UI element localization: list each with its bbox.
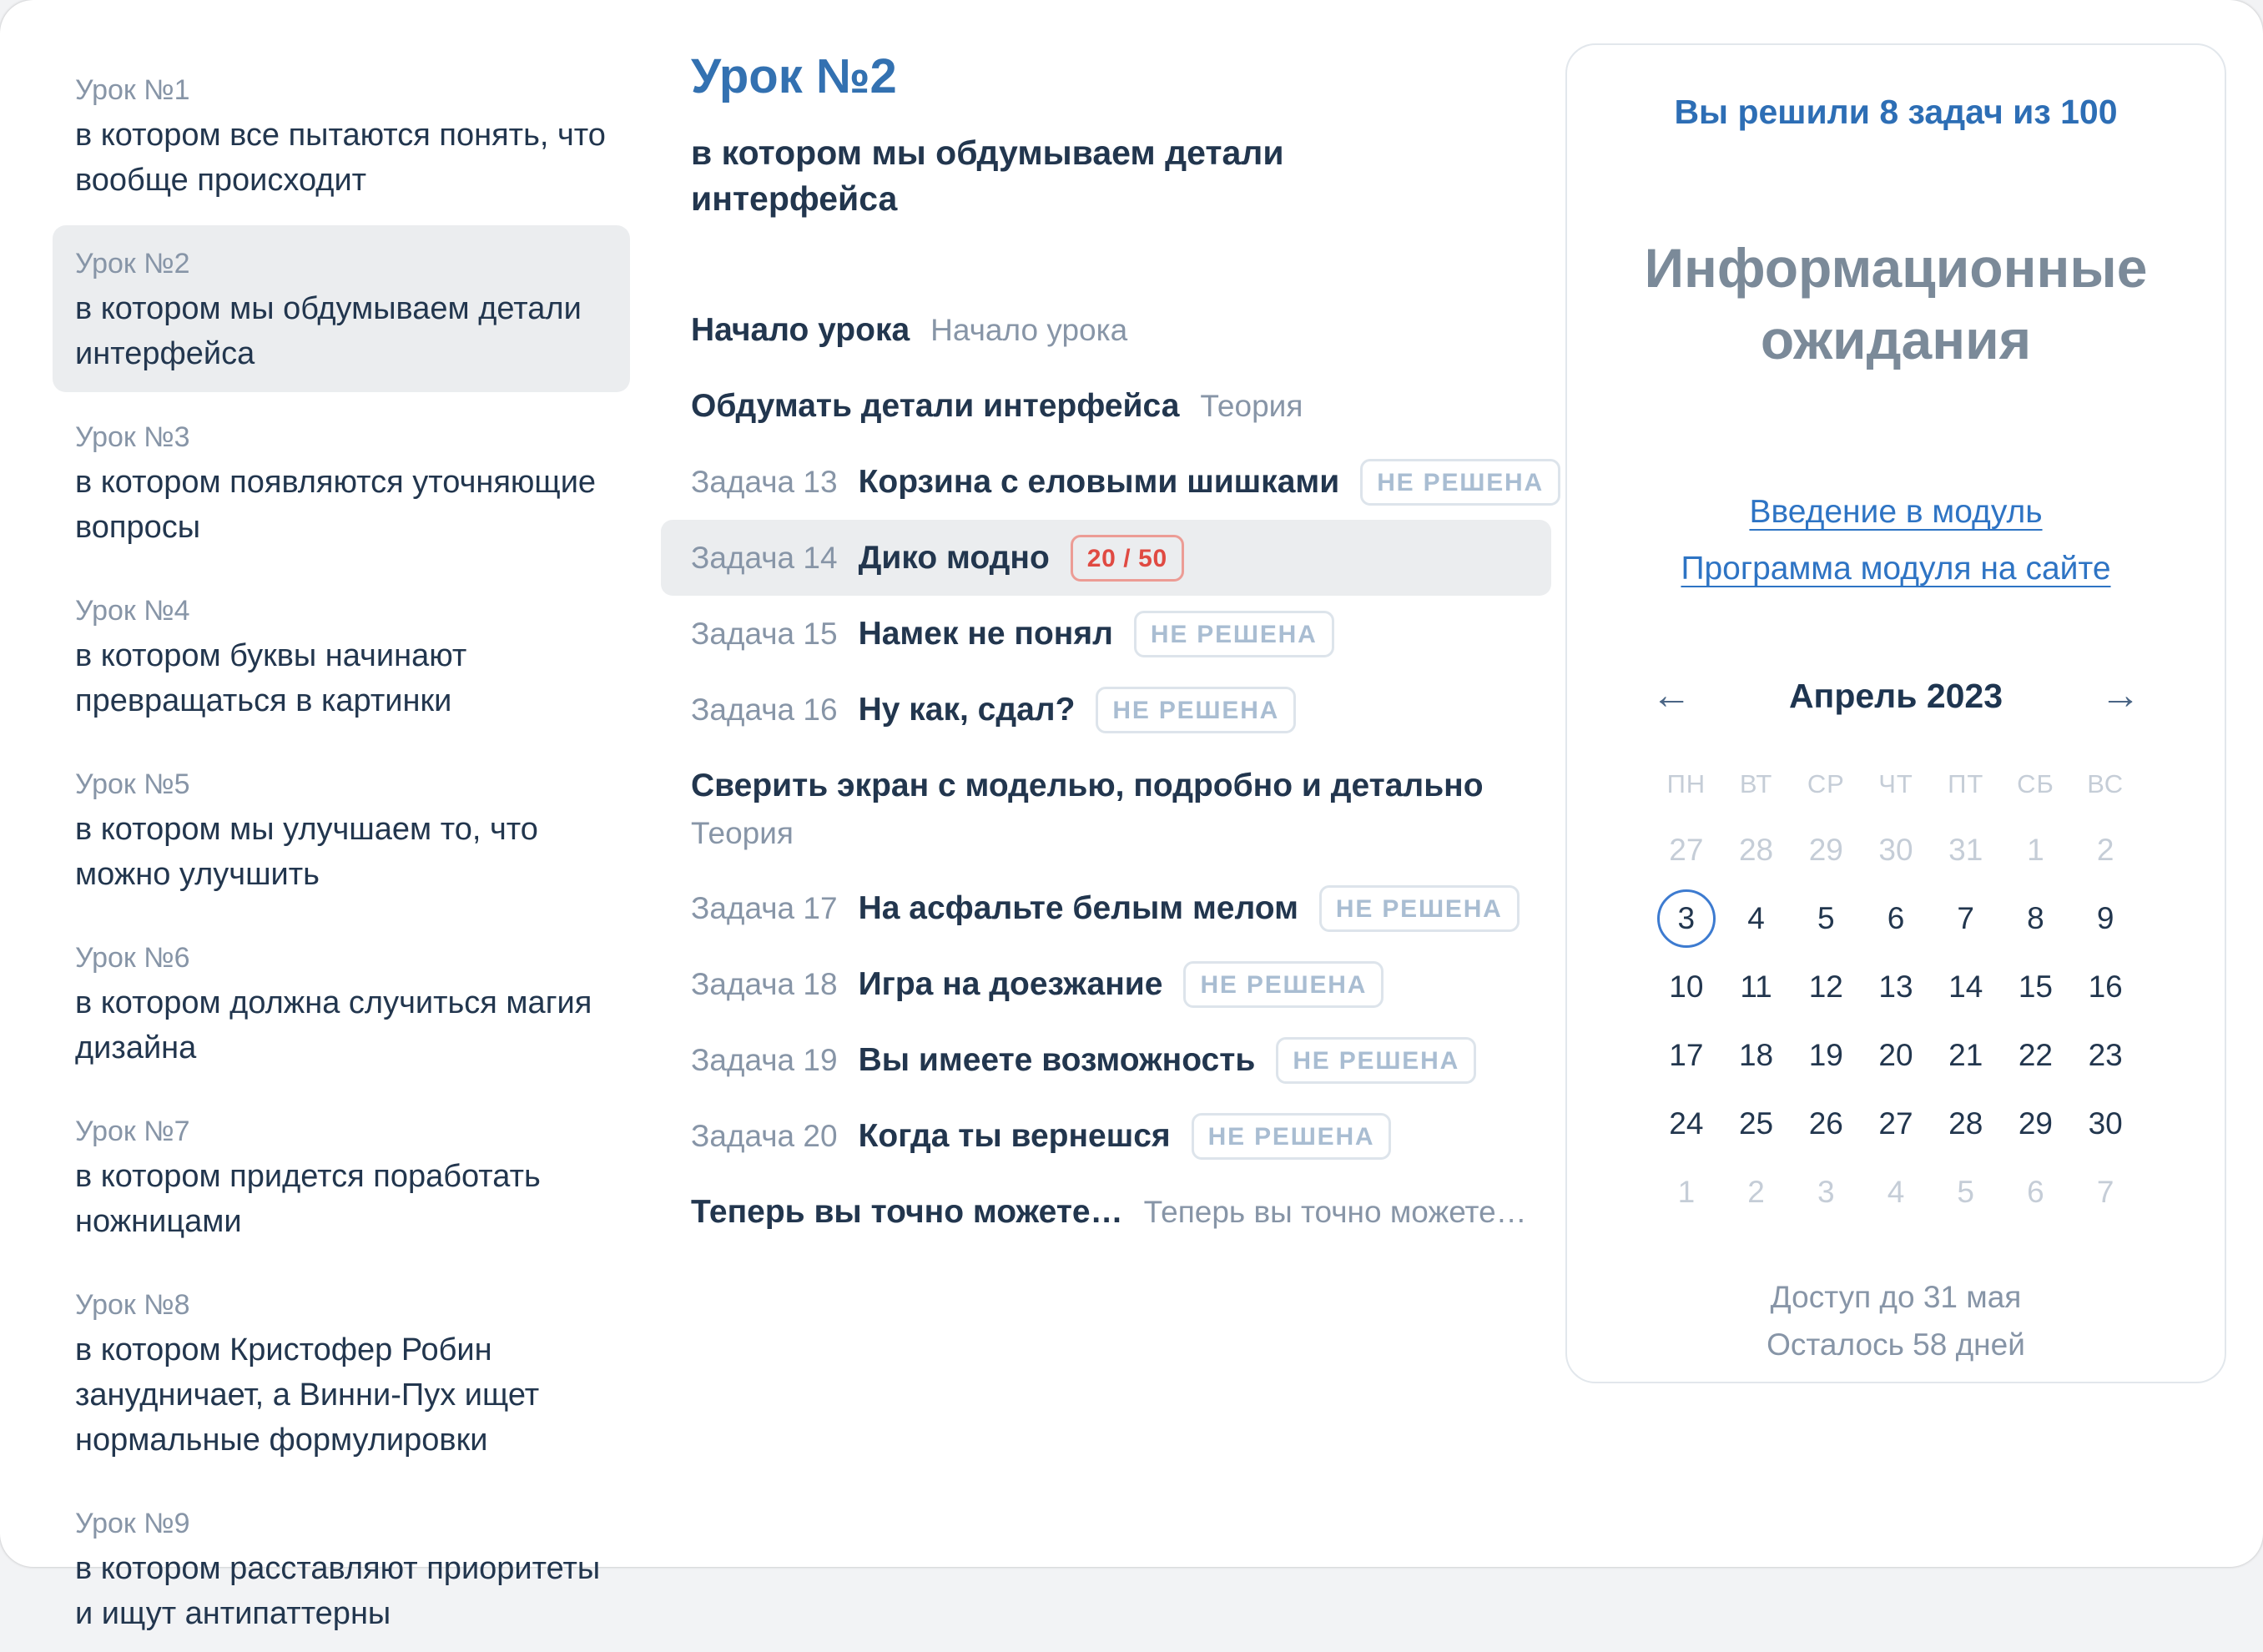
calendar-day[interactable]: [1861, 1090, 1931, 1158]
calendar-header: [1651, 672, 2140, 719]
lesson-item-row[interactable]: [661, 368, 1551, 444]
task-status-badge: 20 / 50: [1071, 535, 1184, 582]
day-number: 21: [1948, 1038, 1983, 1072]
day-number: 30: [2088, 1106, 2123, 1141]
weekday-label: СР: [1807, 769, 1845, 798]
task-title: Намек не понял: [858, 615, 1113, 652]
lesson-number: Урок №7: [75, 1116, 190, 1147]
calendar-day[interactable]: [1721, 1090, 1792, 1158]
day-number: 14: [1948, 970, 1983, 1004]
task-title: На асфальте белым мелом: [858, 889, 1298, 926]
task-number: Задача 16: [691, 692, 838, 727]
lessons-sidebar: [53, 52, 630, 1631]
calendar-day[interactable]: [2070, 816, 2140, 884]
task-row[interactable]: [661, 520, 1551, 596]
day-number: 6: [2027, 1175, 2044, 1209]
calendar-day[interactable]: [2001, 1021, 2071, 1090]
calendar-day[interactable]: [1651, 953, 1721, 1021]
access-info: [1600, 1273, 2191, 1368]
task-row[interactable]: [661, 946, 1551, 1022]
sidebar-item-lesson[interactable]: [53, 1093, 630, 1260]
calendar-day[interactable]: [1721, 1158, 1792, 1226]
task-status-badge: НЕ РЕШЕНА: [1360, 459, 1560, 506]
calendar-day[interactable]: [1931, 1090, 2001, 1158]
day-number: 16: [2088, 970, 2123, 1004]
lesson-number: Урок №3: [75, 421, 190, 453]
day-number: 26: [1808, 1106, 1843, 1141]
day-number: 18: [1738, 1038, 1774, 1072]
calendar-day[interactable]: [2001, 816, 2071, 884]
lesson-item-row[interactable]: [661, 1174, 1551, 1250]
weekday-label: ПН: [1666, 769, 1706, 798]
calendar-day[interactable]: [1651, 1090, 1721, 1158]
calendar-day[interactable]: [2070, 1158, 2140, 1226]
lesson-number: Урок №2: [75, 248, 190, 280]
day-number: 27: [1878, 1106, 1913, 1141]
task-status-badge: НЕ РЕШЕНА: [1134, 611, 1334, 657]
task-title: Обдумать детали интерфейса: [691, 387, 1180, 424]
calendar-day[interactable]: [2070, 884, 2140, 953]
day-number: 7: [1957, 901, 1974, 935]
task-number: Задача 13: [691, 464, 838, 499]
day-number: 10: [1669, 970, 1704, 1004]
day-number: 17: [1669, 1038, 1704, 1072]
calendar-day[interactable]: [1791, 1090, 1861, 1158]
task-meta: Теория: [691, 815, 794, 850]
weekday-label: ВС: [2087, 769, 2124, 798]
next-month-icon[interactable]: →: [2099, 673, 2140, 718]
calendar-day[interactable]: [2001, 1090, 2071, 1158]
lesson-description: в котором появляются уточняющие вопросы: [75, 465, 597, 545]
lesson-description: в котором расставляют приоритеты и ищут антипаттерны: [75, 1551, 601, 1631]
calendar-day[interactable]: [2001, 884, 2071, 953]
task-status-badge: НЕ РЕШЕНА: [1319, 885, 1520, 932]
lesson-item-row[interactable]: [661, 748, 1551, 870]
lesson-title: Урок №2: [691, 49, 897, 103]
lesson-list: [53, 52, 630, 1652]
task-title: Корзина с еловыми шишками: [858, 463, 1340, 500]
calendar-weekday-row: [1651, 769, 2140, 799]
calendar-day[interactable]: [2001, 1158, 2071, 1226]
task-title: Теперь вы точно можете…: [691, 1193, 1123, 1230]
task-title: Вы имеете возможность: [858, 1041, 1256, 1078]
sidebar-item-lesson[interactable]: [53, 1485, 630, 1652]
weekday-label: ЧТ: [1878, 769, 1913, 798]
weekday-label: ВТ: [1739, 769, 1773, 798]
lesson-number: Урок №8: [75, 1289, 190, 1321]
lesson-description: в котором буквы начинают превращаться в картинки: [75, 638, 467, 718]
task-title: Когда ты вернешся: [858, 1117, 1171, 1154]
lesson-item-row[interactable]: [661, 292, 1551, 368]
task-number: Задача 20: [691, 1118, 838, 1153]
calendar-day[interactable]: [1791, 1158, 1861, 1226]
weekday-label: СБ: [2017, 769, 2054, 798]
task-number: Задача 19: [691, 1042, 838, 1077]
task-title: Начало урока: [691, 311, 910, 348]
day-number: 12: [1808, 970, 1843, 1004]
day-number: 4: [1747, 901, 1765, 935]
calendar-day[interactable]: [1721, 1021, 1792, 1090]
calendar-day[interactable]: [1651, 1021, 1721, 1090]
lesson-number: Урок №6: [75, 942, 190, 974]
day-number: 29: [2018, 1106, 2053, 1141]
task-status-badge: НЕ РЕШЕНА: [1183, 961, 1384, 1008]
day-number: 24: [1669, 1106, 1704, 1141]
calendar: [1651, 672, 2140, 1226]
day-number: 15: [2018, 970, 2053, 1004]
task-row[interactable]: [661, 444, 1551, 520]
calendar-day[interactable]: [1791, 884, 1861, 953]
calendar-day[interactable]: [1931, 1021, 2001, 1090]
task-row[interactable]: [661, 672, 1551, 748]
selected-day: 3: [1657, 889, 1716, 948]
task-meta: Начало урока: [930, 312, 1128, 347]
module-links: [1600, 484, 2191, 597]
day-number: 29: [1808, 833, 1843, 867]
day-number: 31: [1948, 833, 1983, 867]
calendar-day[interactable]: [1861, 1158, 1931, 1226]
days-left-text: Осталось 58 дней: [1767, 1327, 2025, 1362]
calendar-grid: [1651, 816, 2140, 1226]
calendar-day[interactable]: [2070, 1090, 2140, 1158]
day-number: 28: [1738, 833, 1774, 867]
day-number: 3: [1817, 1175, 1835, 1209]
day-number: 7: [2096, 1175, 2114, 1209]
calendar-day[interactable]: [1721, 953, 1792, 1021]
day-number: 11: [1740, 970, 1772, 1004]
day-number: 13: [1878, 970, 1913, 1004]
lesson-number: Урок №4: [75, 595, 190, 627]
day-number: 28: [1948, 1106, 1983, 1141]
sidebar-item-lesson[interactable]: [53, 399, 630, 566]
task-status-badge: НЕ РЕШЕНА: [1096, 687, 1296, 733]
day-number: 5: [1817, 901, 1835, 935]
calendar-day[interactable]: [2070, 1021, 2140, 1090]
lesson-content: [691, 48, 1544, 1567]
lesson-items-list: [691, 292, 1544, 1250]
calendar-day[interactable]: [1651, 816, 1721, 884]
calendar-day[interactable]: [1651, 884, 1721, 953]
calendar-day[interactable]: [1721, 884, 1792, 953]
calendar-month-label: Апрель 2023: [1788, 676, 2003, 715]
lesson-description: в котором все пытаются понять, что вообще происходит: [75, 118, 606, 198]
task-title: Игра на доезжание: [858, 965, 1163, 1002]
module-info-panel: [1565, 43, 2226, 1383]
task-title: Сверить экран с моделью, подробно и детально: [691, 767, 1484, 803]
access-until-text: Доступ до 31 мая: [1770, 1280, 2022, 1314]
day-number: 1: [1677, 1175, 1696, 1209]
lesson-description: в котором должна случиться магия дизайна: [75, 985, 592, 1065]
sidebar-item-lesson[interactable]: [53, 1267, 630, 1478]
task-row[interactable]: [661, 1098, 1551, 1174]
task-meta: Теперь вы точно можете…: [1143, 1194, 1527, 1229]
task-status-badge: НЕ РЕШЕНА: [1276, 1037, 1476, 1084]
task-row[interactable]: [661, 1022, 1551, 1098]
day-number: 27: [1669, 833, 1704, 867]
task-number: Задача 17: [691, 890, 838, 925]
day-number: 25: [1738, 1106, 1774, 1141]
module-program-link[interactable]: Программа модуля на сайте: [1681, 551, 2111, 587]
day-number: 19: [1808, 1038, 1843, 1072]
task-number: Задача 18: [691, 966, 838, 1001]
calendar-day[interactable]: [1721, 816, 1792, 884]
task-title: Ну как, сдал?: [858, 691, 1076, 728]
task-number: Задача 14: [691, 540, 838, 575]
calendar-day[interactable]: [1861, 884, 1931, 953]
day-number: 23: [2088, 1038, 2123, 1072]
lesson-description: в котором Кристофер Робин занудничает, а Винни-Пух ищет нормальные формулировки: [75, 1332, 540, 1458]
sidebar-item-lesson[interactable]: [53, 572, 630, 739]
calendar-day[interactable]: [1791, 816, 1861, 884]
task-row[interactable]: [661, 870, 1551, 946]
day-number: 22: [2018, 1038, 2053, 1072]
day-number: 30: [1878, 833, 1913, 867]
lesson-description: в котором мы улучшаем то, что можно улучшить: [75, 812, 538, 892]
module-intro-link[interactable]: Введение в модуль: [1749, 494, 2043, 530]
lesson-subtitle: в котором мы обдумываем детали интерфейса: [691, 133, 1284, 218]
lesson-number: Урок №1: [75, 74, 190, 106]
day-number: 2: [2096, 833, 2114, 867]
day-number: 20: [1878, 1038, 1913, 1072]
calendar-day[interactable]: [1861, 816, 1931, 884]
calendar-day[interactable]: [1861, 953, 1931, 1021]
calendar-day[interactable]: [1931, 816, 2001, 884]
calendar-day[interactable]: [1931, 884, 2001, 953]
sidebar-item-lesson[interactable]: [53, 919, 630, 1086]
calendar-day[interactable]: [1791, 953, 1861, 1021]
weekday-label: ПТ: [1948, 769, 1984, 798]
sidebar-item-lesson[interactable]: [53, 52, 630, 219]
module-title: Информационные ожидания: [1644, 237, 2148, 370]
calendar-day[interactable]: [1931, 1158, 2001, 1226]
day-number: 9: [2096, 901, 2114, 935]
day-number: 4: [1887, 1175, 1905, 1209]
lesson-description: в котором мы обдумываем детали интерфейса: [75, 291, 582, 371]
day-number: 6: [1887, 901, 1905, 935]
task-meta: Теория: [1200, 388, 1303, 423]
calendar-day[interactable]: [1931, 953, 2001, 1021]
task-title: Дико модно: [858, 539, 1050, 576]
sidebar-item-lesson[interactable]: [53, 746, 630, 913]
calendar-day[interactable]: [2001, 953, 2071, 1021]
calendar-day[interactable]: [2070, 953, 2140, 1021]
day-number: 5: [1957, 1175, 1974, 1209]
lesson-number: Урок №5: [75, 768, 190, 800]
prev-month-icon[interactable]: ←: [1651, 673, 1691, 718]
task-number: Задача 15: [691, 616, 838, 651]
task-status-badge: НЕ РЕШЕНА: [1192, 1113, 1392, 1160]
calendar-day[interactable]: [1791, 1021, 1861, 1090]
calendar-day[interactable]: [1861, 1021, 1931, 1090]
day-number: 2: [1747, 1175, 1765, 1209]
day-number: 1: [2027, 833, 2044, 867]
sidebar-item-lesson[interactable]: [53, 225, 630, 392]
day-number: 8: [2027, 901, 2044, 935]
calendar-day[interactable]: [1651, 1158, 1721, 1226]
lesson-description: в котором придется поработать ножницами: [75, 1159, 541, 1239]
progress-text: Вы решили 8 задач из 100: [1674, 93, 2118, 131]
lesson-number: Урок №9: [75, 1508, 190, 1539]
task-row[interactable]: [661, 596, 1551, 672]
